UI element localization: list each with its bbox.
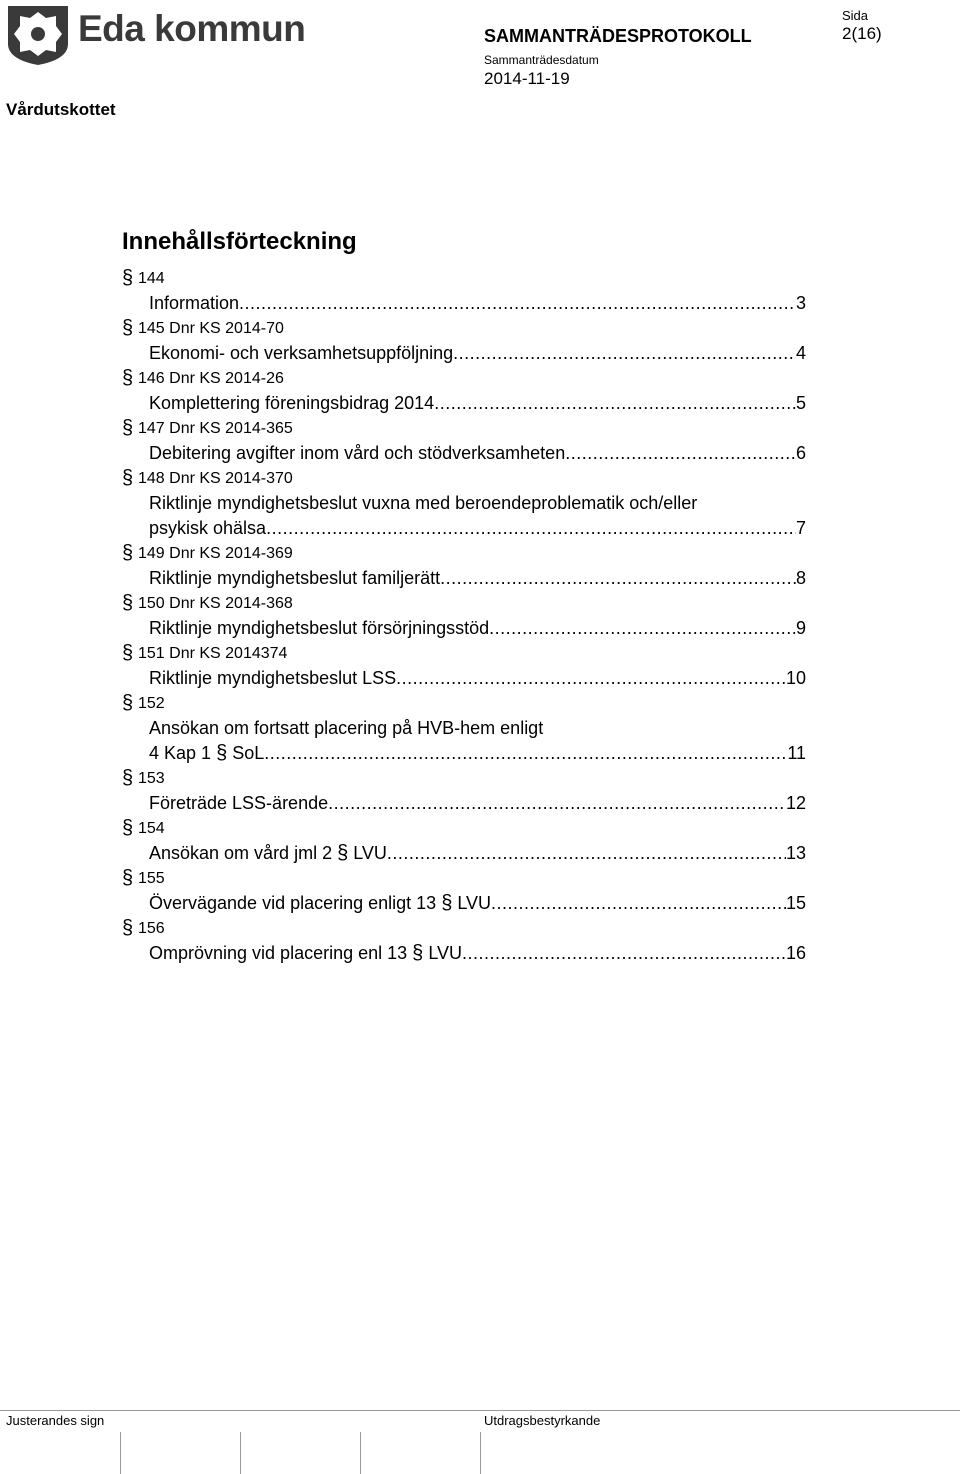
toc-ref: 150 Dnr KS 2014-368 [138, 595, 293, 612]
toc-title-suffix: LVU [457, 893, 492, 913]
toc-title-suffix: SoL [232, 743, 265, 763]
toc-title: Omprövning vid placering enl 13 [149, 943, 408, 963]
toc-page: 9 [795, 618, 806, 638]
page-label: Sida [842, 8, 869, 23]
paragraph-symbol: § [441, 892, 453, 914]
toc-page: 5 [795, 393, 806, 413]
toc-ref: 147 Dnr KS 2014-365 [138, 420, 293, 437]
toc-leader [491, 891, 786, 916]
toc-ref: 146 Dnr KS 2014-26 [138, 370, 284, 387]
brand-name: Eda kommun [78, 8, 306, 49]
toc-heading: Innehållsförteckning [122, 228, 357, 255]
toc-entry[interactable] [122, 466, 806, 541]
paragraph-symbol: § [122, 317, 134, 339]
toc-title: Företräde LSS-ärende [149, 793, 329, 813]
toc-title: Debitering avgifter inom vård och stödverksamheten [149, 443, 566, 463]
toc-leader [239, 291, 796, 316]
signature-box-divider [360, 1432, 361, 1474]
signature-box-divider [120, 1432, 121, 1474]
toc-entry[interactable] [122, 641, 806, 691]
toc-title-line: Riktlinje myndighetsbeslut vuxna med beroendeproblematik och/eller [149, 493, 698, 513]
toc-page: 11 [787, 743, 806, 763]
toc-title: psykisk ohälsa [149, 518, 267, 538]
toc-ref: 151 Dnr KS 2014374 [138, 645, 288, 662]
paragraph-symbol: § [216, 742, 228, 764]
toc-leader [440, 566, 796, 591]
toc-ref: 144 [138, 270, 165, 287]
toc-title: Ansökan om vård jml 2 [149, 843, 333, 863]
toc-ref: 145 Dnr KS 2014-70 [138, 320, 284, 337]
paragraph-symbol: § [122, 592, 134, 614]
certification-label: Utdragsbestyrkande [484, 1413, 601, 1428]
paragraph-symbol: § [122, 817, 134, 839]
toc-entry[interactable] [122, 691, 806, 766]
signature-box-divider [240, 1432, 241, 1474]
toc-list [122, 266, 806, 966]
toc-leader [264, 741, 787, 766]
toc-title: Ekonomi- och verksamhetsuppföljning [149, 343, 454, 363]
toc-page: 13 [785, 843, 806, 863]
toc-ref: 156 [138, 920, 165, 937]
paragraph-symbol: § [122, 767, 134, 789]
paragraph-symbol: § [337, 842, 349, 864]
toc-entry[interactable] [122, 266, 806, 316]
toc-leader [462, 941, 786, 966]
committee-name: Vårdutskottet [6, 100, 116, 119]
toc-entry[interactable] [122, 316, 806, 366]
paragraph-symbol: § [122, 542, 134, 564]
document-title: SAMMANTRÄDESPROTOKOLL [484, 26, 752, 46]
toc-title: Komplettering föreningsbidrag 2014 [149, 393, 435, 413]
toc-ref: 152 [138, 695, 165, 712]
toc-leader [396, 666, 786, 691]
paragraph-symbol: § [122, 367, 134, 389]
toc-page: 15 [785, 893, 806, 913]
toc-entry[interactable] [122, 866, 806, 916]
toc-ref: 148 Dnr KS 2014-370 [138, 470, 293, 487]
toc-page: 7 [795, 518, 806, 538]
paragraph-symbol: § [122, 467, 134, 489]
toc-leader [565, 441, 796, 466]
toc-page: 16 [785, 943, 806, 963]
toc-entry[interactable] [122, 591, 806, 641]
paragraph-symbol: § [122, 417, 134, 439]
toc-title: Riktlinje myndighetsbeslut familjerätt [149, 568, 441, 588]
toc-title-line: Ansökan om fortsatt placering på HVB-hem enligt [149, 718, 544, 738]
meeting-date: 2014-11-19 [484, 69, 570, 88]
eda-kommun-logo-icon [6, 4, 70, 66]
toc-title: Information [149, 293, 240, 313]
toc-title: Riktlinje myndighetsbeslut LSS [149, 668, 397, 688]
toc-leader [387, 841, 786, 866]
toc-ref: 149 Dnr KS 2014-369 [138, 545, 293, 562]
page-number: 2(16) [842, 24, 882, 43]
toc-entry[interactable] [122, 416, 806, 466]
toc-title: Övervägande vid placering enligt 13 [149, 893, 437, 913]
toc-ref: 155 [138, 870, 165, 887]
paragraph-symbol: § [122, 642, 134, 664]
paragraph-symbol: § [122, 267, 134, 289]
toc-page: 4 [795, 343, 806, 363]
signature-box-divider [480, 1432, 481, 1474]
toc-entry[interactable] [122, 541, 806, 591]
toc-page: 12 [785, 793, 806, 813]
toc-ref: 153 [138, 770, 165, 787]
toc-entry[interactable] [122, 916, 806, 966]
toc-title-suffix: LVU [353, 843, 387, 863]
paragraph-symbol: § [122, 867, 134, 889]
toc-title-suffix: LVU [428, 943, 462, 963]
toc-title: 4 Kap 1 [149, 743, 212, 763]
toc-leader [453, 341, 796, 366]
toc-leader [434, 391, 796, 416]
meeting-date-label: Sammanträdesdatum [484, 53, 599, 67]
toc-leader [489, 616, 796, 641]
paragraph-symbol: § [412, 942, 424, 964]
toc-leader [266, 516, 796, 541]
paragraph-symbol: § [122, 917, 134, 939]
footer-divider [0, 1410, 960, 1411]
toc-entry[interactable] [122, 366, 806, 416]
toc-page: 8 [795, 568, 806, 588]
toc-ref: 154 [138, 820, 165, 837]
toc-leader [328, 791, 786, 816]
toc-page: 3 [795, 293, 806, 313]
toc-entry[interactable] [122, 816, 806, 866]
paragraph-symbol: § [122, 692, 134, 714]
toc-title: Riktlinje myndighetsbeslut försörjningsstöd [149, 618, 490, 638]
toc-page: 6 [795, 443, 806, 463]
toc-page: 10 [785, 668, 806, 688]
signature-label: Justerandes sign [6, 1413, 105, 1428]
toc-entry[interactable] [122, 766, 806, 816]
